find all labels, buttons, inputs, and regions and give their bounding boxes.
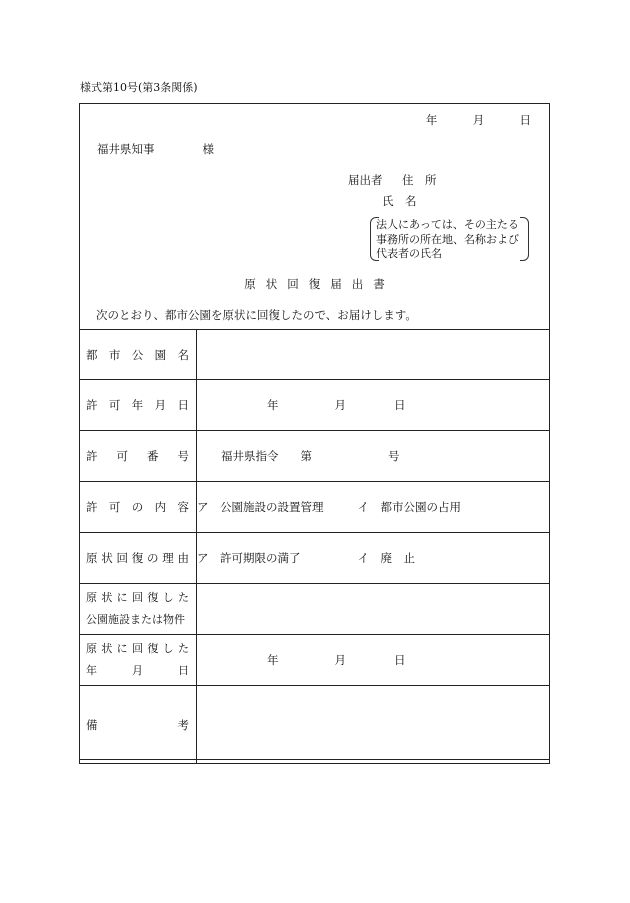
table-row (80, 380, 550, 431)
date-day: 日 (519, 113, 531, 127)
name-label: 氏 名 (382, 194, 417, 208)
value-restored-date[interactable]: 年 月 日 (197, 635, 550, 686)
date-month: 月 (472, 113, 485, 127)
corporate-note-line: 事務所の所在地、名称および (376, 232, 519, 246)
label-remarks: 備 考 (80, 686, 197, 764)
corporate-note-line: 代表者の氏名 (376, 247, 442, 260)
option-i[interactable]: イ 廃 止 (357, 551, 415, 565)
table-row (80, 686, 550, 764)
value-remarks[interactable] (197, 686, 550, 764)
label-restored-facility: 原 状 に 回 復 し た 公園施設または物件 (80, 584, 197, 635)
details-table (79, 329, 550, 764)
table-row (80, 533, 550, 584)
option-a[interactable]: ア 公園施設の設置管理 (197, 500, 324, 514)
date-year: 年 (425, 113, 438, 127)
label-restored-date: 原 状 に 回 復 し た 年 月 日 (80, 635, 197, 686)
label-restoration-reason: 原 状 回 復 の 理 由 (80, 533, 197, 584)
submission-date (426, 115, 531, 127)
value-permit-number[interactable]: 福井県指令 第 号 (197, 431, 550, 482)
value-permit-date[interactable]: 年 月 日 (197, 380, 550, 431)
applicant-label: 届出者 (348, 173, 383, 187)
table-row (80, 584, 550, 635)
form-number: 様式第10号(第3条関係) (80, 81, 198, 94)
table-row (80, 635, 550, 686)
option-a[interactable]: ア 許可期限の満了 (197, 551, 301, 565)
label-permit-number: 許 可 番 号 (80, 431, 197, 482)
value-park-name[interactable] (197, 330, 550, 380)
corporate-note (376, 218, 534, 262)
applicant-address-row (348, 175, 437, 187)
value-permit-content[interactable] (197, 482, 550, 533)
addressee-name: 福井県知事 (97, 142, 155, 156)
form-frame (79, 103, 550, 760)
value-restoration-reason[interactable] (197, 533, 550, 584)
applicant-name-row (382, 196, 417, 208)
option-i[interactable]: イ 都市公園の占用 (357, 500, 461, 514)
table-row (80, 330, 550, 380)
address-label: 住 所 (402, 173, 437, 187)
label-permit-date: 許 可 年 月 日 (80, 380, 197, 431)
addressee-honorific: 様 (202, 142, 214, 156)
value-restored-facility[interactable] (197, 584, 550, 635)
label-park-name: 都 市 公 園 名 (80, 330, 197, 380)
document-title: 原状回復届出書 (244, 277, 395, 291)
label-permit-content: 許 可 の 内 容 (80, 482, 197, 533)
intro-statement: 次のとおり、都市公園を原状に回復したので、お届けします。 (96, 308, 417, 322)
table-row (80, 482, 550, 533)
corporate-note-line: 法人にあっては、その主たる (376, 218, 519, 231)
addressee (97, 144, 214, 156)
table-row (80, 431, 550, 482)
